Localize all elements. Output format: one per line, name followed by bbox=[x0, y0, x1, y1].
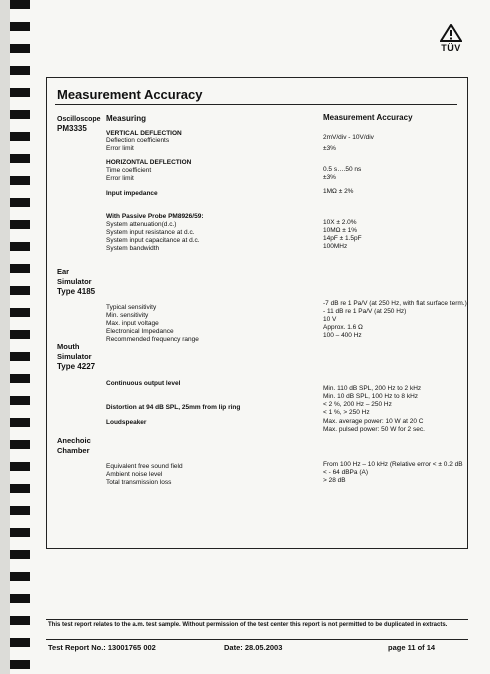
anechoic-name-line: Anechoic bbox=[57, 436, 91, 445]
footer-note: This test report relates to the a.m. test sample. Without permission of the test center this report is not permitted to be duplicated in extracts. bbox=[48, 622, 448, 628]
horizontal-label: Error limit bbox=[106, 175, 134, 182]
vertical-labels bbox=[106, 137, 169, 153]
distortion-value: < 1 %, > 250 Hz bbox=[323, 409, 370, 416]
document-page bbox=[10, 0, 490, 674]
mouth-name-line: Simulator bbox=[57, 352, 92, 361]
vertical-values bbox=[323, 134, 374, 153]
continuous-output-value: Min. 110 dB SPL, 200 Hz to 2 kHz bbox=[323, 385, 422, 392]
anechoic-label: Equivalent free sound field bbox=[106, 463, 183, 470]
tuv-logo bbox=[431, 24, 471, 53]
ear-label: Min. sensitivity bbox=[106, 312, 149, 319]
anechoic-value: < - 64 dBPa (A) bbox=[323, 469, 368, 476]
ear-label: Recommended frequency range bbox=[106, 336, 199, 343]
horizontal-deflection-title: HORIZONTAL DEFLECTION bbox=[106, 159, 192, 166]
ear-value: - 11 dB re 1 Pa/V (at 250 Hz) bbox=[323, 308, 407, 315]
distortion-values bbox=[323, 401, 392, 417]
probe-label: System input capacitance at d.c. bbox=[106, 237, 200, 244]
vertical-deflection-title: VERTICAL DEFLECTION bbox=[106, 130, 182, 137]
page-title: Measurement Accuracy bbox=[57, 87, 203, 102]
probe-label: System bandwidth bbox=[106, 245, 160, 252]
continuous-output-title: Continuous output level bbox=[106, 380, 181, 387]
anechoic-values bbox=[323, 461, 463, 485]
horizontal-value: ±3% bbox=[323, 174, 336, 181]
probe-value: 10MΩ ± 1% bbox=[323, 227, 358, 234]
report-date: Date: 28.05.2003 bbox=[224, 643, 283, 652]
ear-label: Typical sensitivity bbox=[106, 304, 157, 311]
vertical-value: ±3% bbox=[323, 145, 336, 152]
header-col1: Oscilloscope bbox=[57, 116, 101, 123]
probe-value: 100MHz bbox=[323, 243, 348, 250]
loudspeaker-title: Loudspeaker bbox=[106, 419, 147, 426]
header-col1-model: PM3335 bbox=[57, 124, 87, 133]
footer-top-rule bbox=[46, 619, 468, 620]
vertical-label: Error limit bbox=[106, 145, 134, 152]
anechoic-value: From 100 Hz – 10 kHz (Relative error < ± 0.2 dB bbox=[323, 461, 463, 468]
anechoic-value: > 28 dB bbox=[323, 477, 346, 484]
anechoic-labels bbox=[106, 463, 183, 487]
loudspeaker-value: Max. average power: 10 W at 20 C bbox=[323, 418, 424, 425]
probe-title: With Passive Probe PM8926/59: bbox=[106, 213, 204, 220]
mouth-name-line: Mouth bbox=[57, 342, 80, 351]
mouth-name-line: Type 4227 bbox=[57, 362, 96, 371]
footer-mid-rule bbox=[46, 639, 468, 640]
ear-value: 10 V bbox=[323, 316, 337, 323]
distortion-title: Distortion at 94 dB SPL, 25mm from lip ring bbox=[106, 404, 241, 411]
horizontal-labels bbox=[106, 167, 151, 183]
anechoic-label: Ambient noise level bbox=[106, 471, 163, 478]
vertical-label: Deflection coefficients bbox=[106, 137, 170, 144]
vertical-value: 2mV/div - 10V/div bbox=[323, 134, 374, 141]
horizontal-label: Time coefficient bbox=[106, 167, 152, 174]
header-col3: Measurement Accuracy bbox=[323, 113, 413, 122]
warning-triangle-icon bbox=[440, 24, 462, 42]
spiral-binding bbox=[10, 0, 36, 674]
probe-label: System input resistance at d.c. bbox=[106, 229, 195, 236]
ear-name-line: Type 4185 bbox=[57, 287, 96, 296]
continuous-output-value: Min. 10 dB SPL, 100 Hz to 8 kHz bbox=[323, 393, 419, 400]
ear-label: Electronical Impedance bbox=[106, 328, 174, 335]
horizontal-value: 0.5 s….50 ns bbox=[323, 166, 362, 173]
ear-value: Approx. 1.6 Ω bbox=[323, 324, 363, 331]
ear-value: -7 dB re 1 Pa/V (at 250 Hz, with flat surface term.) bbox=[323, 300, 467, 307]
ear-value: 100 – 400 Hz bbox=[323, 332, 362, 339]
probe-label: System attenuation(d.c.) bbox=[106, 221, 177, 228]
header-col2: Measuring bbox=[106, 114, 147, 123]
horizontal-values bbox=[323, 166, 361, 182]
input-impedance-title: Input impedance bbox=[106, 190, 158, 197]
accuracy-table bbox=[46, 77, 468, 549]
ear-labels bbox=[106, 304, 199, 344]
anechoic-label: Total transmission loss bbox=[106, 479, 172, 486]
page-number: page 11 of 14 bbox=[388, 643, 436, 652]
probe-labels bbox=[106, 221, 200, 253]
anechoic-name-line: Chamber bbox=[57, 446, 90, 455]
loudspeaker-values bbox=[323, 418, 425, 434]
distortion-value: < 2 %, 200 Hz – 250 Hz bbox=[323, 401, 392, 408]
ear-simulator-label bbox=[57, 267, 95, 297]
ear-name-line: Ear bbox=[57, 267, 70, 276]
continuous-output-values bbox=[323, 385, 421, 401]
ear-label: Max. input voltage bbox=[106, 320, 159, 327]
probe-value: 10X ± 2.0% bbox=[323, 219, 357, 226]
report-number: Test Report No.: 13001765 002 bbox=[48, 643, 156, 652]
logo-text: TÜV bbox=[441, 43, 461, 53]
probe-value: 14pF ± 1.5pF bbox=[323, 235, 362, 242]
ear-name-line: Simulator bbox=[57, 277, 92, 286]
title-divider bbox=[55, 104, 457, 105]
probe-values bbox=[323, 219, 362, 251]
loudspeaker-value: Max. pulsed power: 50 W for 2 sec. bbox=[323, 426, 425, 433]
ear-values bbox=[323, 300, 467, 340]
input-impedance-value: 1MΩ ± 2% bbox=[323, 188, 354, 195]
mouth-simulator-label bbox=[57, 342, 95, 372]
anechoic-chamber-label bbox=[57, 436, 91, 456]
header-instrument bbox=[57, 115, 101, 133]
